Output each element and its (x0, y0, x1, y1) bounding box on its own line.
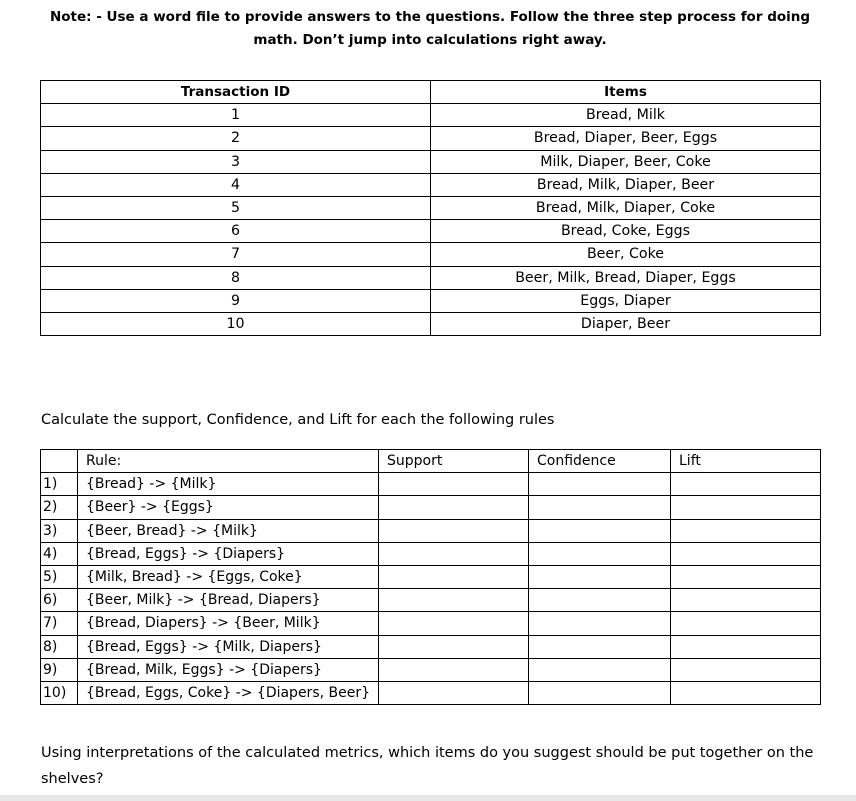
rule-cell: {Beer} -> {Eggs} (78, 496, 379, 519)
rule-cell: {Bread, Eggs} -> {Milk, Diapers} (78, 635, 379, 658)
rule-cell: {Beer, Bread} -> {Milk} (78, 519, 379, 542)
rule-number-cell: 6) (41, 589, 78, 612)
table-row (41, 681, 821, 704)
support-answer-cell (379, 565, 529, 588)
lift-answer-cell (671, 612, 821, 635)
lift-answer-cell (671, 565, 821, 588)
lift-answer-cell (671, 658, 821, 681)
confidence-answer-cell (529, 519, 671, 542)
rule-number-cell: 1) (41, 473, 78, 496)
rule-number-cell: 8) (41, 635, 78, 658)
support-answer-cell (379, 519, 529, 542)
transactions-table (40, 80, 821, 336)
rule-number-cell: 2) (41, 496, 78, 519)
rule-cell: {Beer, Milk} -> {Bread, Diapers} (78, 589, 379, 612)
transaction-id-cell: 2 (41, 127, 431, 150)
transaction-items-cell: Beer, Coke (431, 243, 821, 266)
transaction-items-cell: Eggs, Diaper (431, 289, 821, 312)
table-header-row (41, 81, 821, 104)
rule-number-header (41, 450, 78, 473)
page-bottom-edge (0, 795, 856, 801)
table-row (41, 565, 821, 588)
transaction-items-cell: Diaper, Beer (431, 312, 821, 335)
table-row (41, 104, 821, 127)
table-row (41, 658, 821, 681)
lift-answer-cell (671, 589, 821, 612)
rule-number-cell: 3) (41, 519, 78, 542)
support-answer-cell (379, 612, 529, 635)
rule-cell: {Bread, Diapers} -> {Beer, Milk} (78, 612, 379, 635)
confidence-answer-cell (529, 681, 671, 704)
transaction-items-cell: Bread, Milk (431, 104, 821, 127)
table-row (41, 589, 821, 612)
column-header-support: Support (379, 450, 529, 473)
transaction-id-cell: 1 (41, 104, 431, 127)
transaction-id-cell: 7 (41, 243, 431, 266)
rule-number-cell: 10) (41, 681, 78, 704)
transaction-id-cell: 4 (41, 173, 431, 196)
confidence-answer-cell (529, 496, 671, 519)
column-header-rule: Rule: (78, 450, 379, 473)
rules-table (40, 449, 821, 705)
transaction-items-cell: Bread, Milk, Diaper, Coke (431, 196, 821, 219)
instruction-text: Calculate the support, Confidence, and Lift for each the following rules (41, 412, 555, 428)
lift-answer-cell (671, 473, 821, 496)
confidence-answer-cell (529, 542, 671, 565)
note-heading: Note: - Use a word file to provide answers to the questions. Follow the three step process for doing math. Don’t jump into calculations right away. (49, 9, 811, 48)
rule-number-cell: 9) (41, 658, 78, 681)
table-row (41, 312, 821, 335)
lift-answer-cell (671, 542, 821, 565)
lift-answer-cell (671, 635, 821, 658)
rule-number-cell: 4) (41, 542, 78, 565)
confidence-answer-cell (529, 612, 671, 635)
table-row (41, 127, 821, 150)
column-header-items: Items (431, 81, 821, 104)
table-row (41, 150, 821, 173)
support-answer-cell (379, 589, 529, 612)
table-row (41, 542, 821, 565)
rule-cell: {Bread, Milk, Eggs} -> {Diapers} (78, 658, 379, 681)
table-row (41, 612, 821, 635)
transaction-id-cell: 5 (41, 196, 431, 219)
transaction-items-cell: Bread, Coke, Eggs (431, 220, 821, 243)
support-answer-cell (379, 681, 529, 704)
rule-number-cell: 5) (41, 565, 78, 588)
support-answer-cell (379, 473, 529, 496)
confidence-answer-cell (529, 565, 671, 588)
rule-cell: {Bread, Eggs} -> {Diapers} (78, 542, 379, 565)
confidence-answer-cell (529, 589, 671, 612)
lift-answer-cell (671, 519, 821, 542)
transaction-items-cell: Beer, Milk, Bread, Diaper, Eggs (431, 266, 821, 289)
rule-number-cell: 7) (41, 612, 78, 635)
support-answer-cell (379, 542, 529, 565)
transaction-items-cell: Bread, Milk, Diaper, Beer (431, 173, 821, 196)
support-answer-cell (379, 658, 529, 681)
lift-answer-cell (671, 496, 821, 519)
table-header-row (41, 450, 821, 473)
column-header-transaction-id: Transaction ID (41, 81, 431, 104)
table-row (41, 635, 821, 658)
column-header-lift: Lift (671, 450, 821, 473)
support-answer-cell (379, 496, 529, 519)
column-header-confidence: Confidence (529, 450, 671, 473)
transaction-items-cell: Bread, Diaper, Beer, Eggs (431, 127, 821, 150)
transaction-items-cell: Milk, Diaper, Beer, Coke (431, 150, 821, 173)
table-row (41, 519, 821, 542)
transaction-id-cell: 10 (41, 312, 431, 335)
table-row (41, 173, 821, 196)
rule-cell: {Bread} -> {Milk} (78, 473, 379, 496)
transaction-id-cell: 8 (41, 266, 431, 289)
lift-answer-cell (671, 681, 821, 704)
table-row (41, 220, 821, 243)
confidence-answer-cell (529, 635, 671, 658)
table-row (41, 473, 821, 496)
confidence-answer-cell (529, 658, 671, 681)
transaction-id-cell: 9 (41, 289, 431, 312)
rule-cell: {Bread, Eggs, Coke} -> {Diapers, Beer} (78, 681, 379, 704)
table-row (41, 266, 821, 289)
table-row (41, 196, 821, 219)
transaction-id-cell: 6 (41, 220, 431, 243)
question-text: Using interpretations of the calculated metrics, which items do you suggest should be put together on the shelves? (41, 745, 814, 787)
rule-cell: {Milk, Bread} -> {Eggs, Coke} (78, 565, 379, 588)
table-row (41, 496, 821, 519)
support-answer-cell (379, 635, 529, 658)
table-row (41, 243, 821, 266)
transaction-id-cell: 3 (41, 150, 431, 173)
confidence-answer-cell (529, 473, 671, 496)
table-row (41, 289, 821, 312)
